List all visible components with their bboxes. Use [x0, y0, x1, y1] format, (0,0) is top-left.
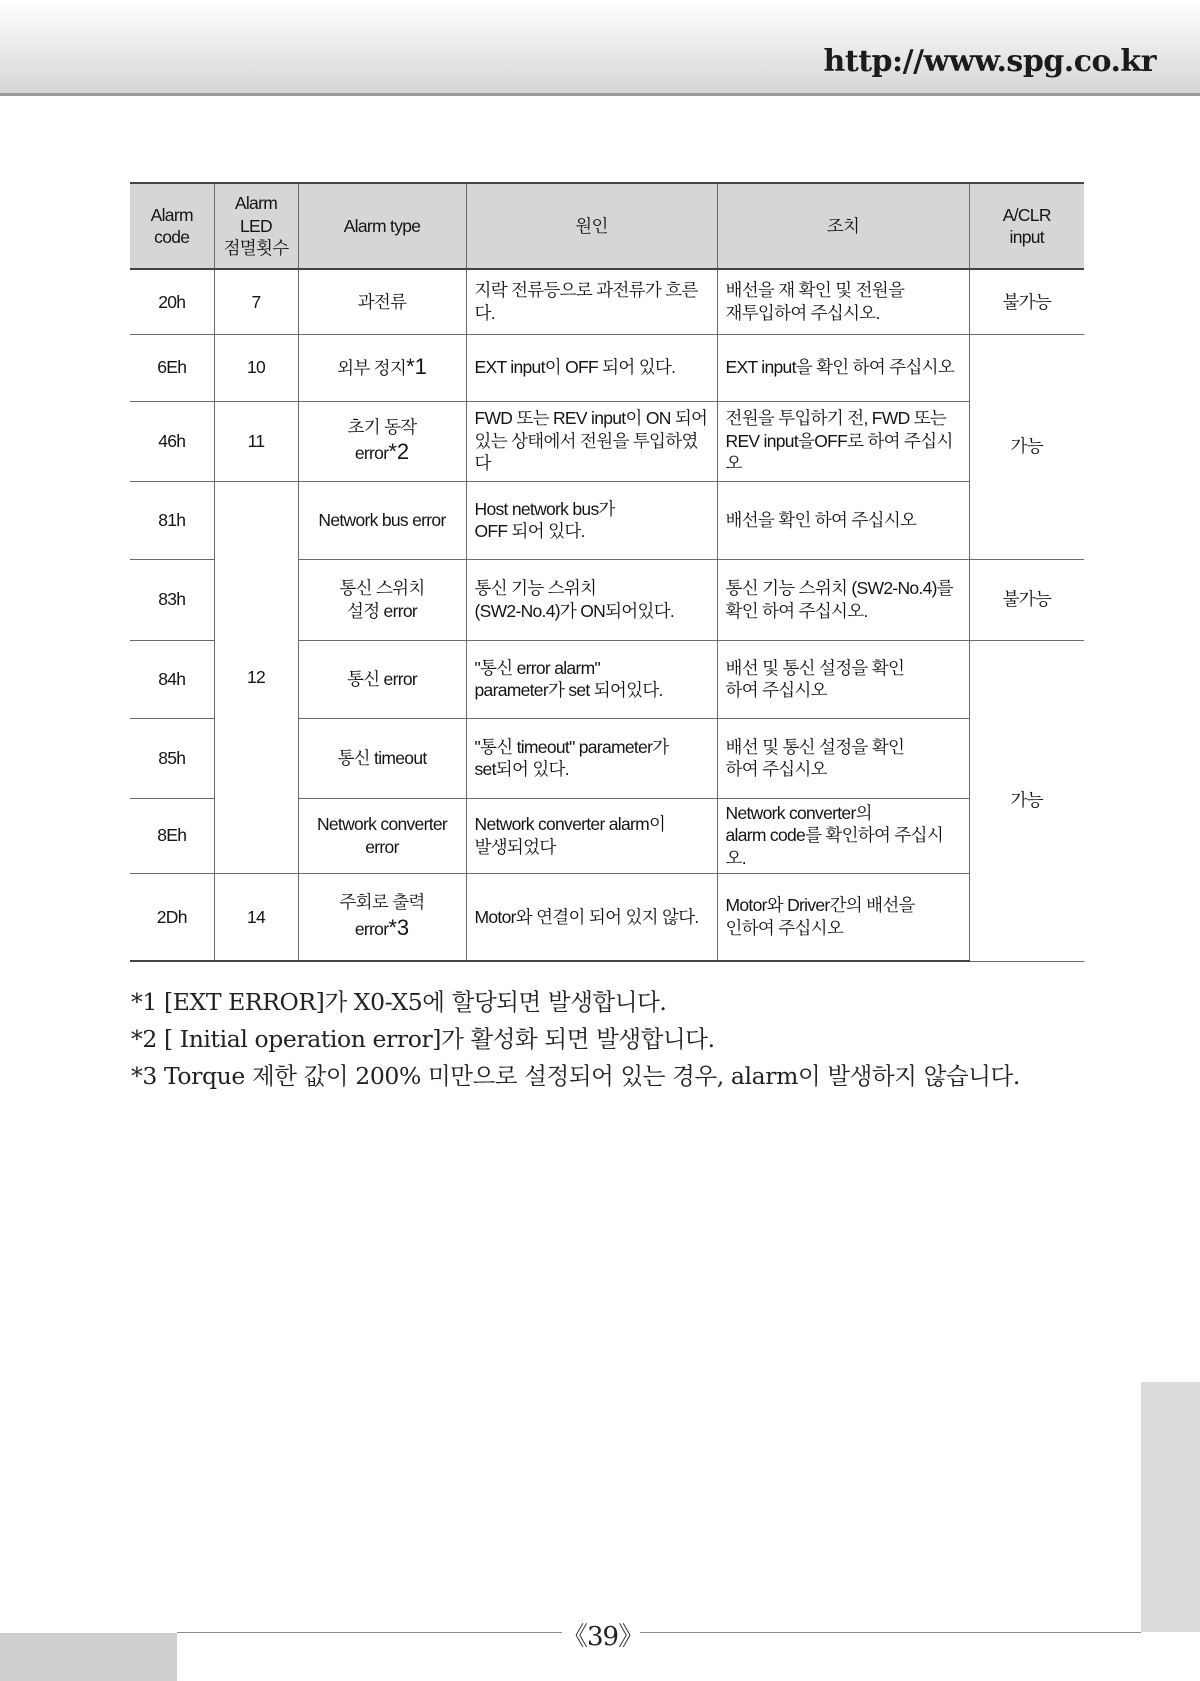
- header-aclr-input: A/CLR input: [969, 183, 1084, 269]
- aclr-cell: 불가능: [969, 559, 1084, 640]
- cause-cell: "통신 error alarm" parameter가 set 되어있다.: [466, 640, 717, 718]
- alarm-type-cell: 통신 timeout: [298, 718, 466, 798]
- footnote-3: *3 Torque 제한 값이 200% 미만으로 설정되어 있는 경우, alarm이 발생하지 않습니다.: [131, 1062, 1020, 1090]
- action-cell: EXT input을 확인 하여 주십시오: [717, 334, 969, 401]
- led-count-cell: 12: [214, 481, 298, 873]
- table-row: [130, 481, 1084, 559]
- alarm-type-cell: 통신 error: [298, 640, 466, 718]
- alarm-type-cell: 외부 정지*1: [298, 334, 466, 401]
- action-cell: 전원을 투입하기 전, FWD 또는 REV input을OFF로 하여 주십시오: [717, 401, 969, 481]
- cause-cell: Motor와 연결이 되어 있지 않다.: [466, 873, 717, 961]
- footnote-ref: *3: [388, 914, 410, 940]
- aclr-cell: 가능: [969, 334, 1084, 559]
- table-row: [130, 401, 1084, 481]
- page-number: 《39》: [562, 1622, 644, 1652]
- alarm-type-cell: 과전류: [298, 269, 466, 334]
- table-header-row: [130, 183, 1084, 269]
- footnote-ref: *2: [388, 439, 410, 465]
- alarm-type-cell: 주회로 출력 error*3: [298, 873, 466, 961]
- alarm-type-cell: 초기 동작 error*2: [298, 401, 466, 481]
- led-count-cell: 10: [214, 334, 298, 401]
- footnote-1: *1 [EXT ERROR]가 X0-X5에 할당되면 발생합니다.: [131, 988, 667, 1016]
- footnote-ref: *1: [406, 354, 427, 380]
- cause-cell: 통신 기능 스위치 (SW2-No.4)가 ON되어있다.: [466, 559, 717, 640]
- action-cell: 통신 기능 스위치 (SW2-No.4)를 확인 하여 주십시오.: [717, 559, 969, 640]
- header-action: 조치: [717, 183, 969, 269]
- alarm-code-cell: 20h: [130, 269, 214, 334]
- led-count-cell: 11: [214, 401, 298, 481]
- site-url[interactable]: http://www.spg.co.kr: [823, 44, 1156, 79]
- cause-cell: FWD 또는 REV input이 ON 되어 있는 상태에서 전원을 투입하였다: [466, 401, 717, 481]
- alarm-code-cell: 6Eh: [130, 334, 214, 401]
- table-row: [130, 269, 1084, 334]
- side-tab-marker: [1141, 1382, 1200, 1632]
- footnote-2: *2 [ Initial operation error]가 활성화 되면 발생합니다.: [131, 1025, 715, 1053]
- header-alarm-code: Alarm code: [130, 183, 214, 269]
- aclr-cell: 가능: [969, 640, 1084, 961]
- aclr-cell: 불가능: [969, 269, 1084, 334]
- action-cell: 배선 및 통신 설정을 확인 하여 주십시오: [717, 718, 969, 798]
- alarm-table: [130, 182, 1084, 962]
- alarm-code-cell: 81h: [130, 481, 214, 559]
- table-row: [130, 873, 1084, 961]
- alarm-type-cell: 통신 스위치 설정 error: [298, 559, 466, 640]
- footnotes: [131, 984, 1111, 1095]
- alarm-code-cell: 85h: [130, 718, 214, 798]
- led-count-cell: 7: [214, 269, 298, 334]
- alarm-code-cell: 8Eh: [130, 798, 214, 873]
- cause-cell: Host network bus가 OFF 되어 있다.: [466, 481, 717, 559]
- action-cell: 배선을 확인 하여 주십시오: [717, 481, 969, 559]
- alarm-table-container: [130, 182, 1084, 962]
- action-cell: Network converter의 alarm code를 확인하여 주십시오.: [717, 798, 969, 873]
- alarm-code-cell: 46h: [130, 401, 214, 481]
- cause-cell: 지락 전류등으로 과전류가 흐른다.: [466, 269, 717, 334]
- header-alarm-led: Alarm LED 점멸횟수: [214, 183, 298, 269]
- alarm-type-cell: Network bus error: [298, 481, 466, 559]
- cause-cell: "통신 timeout" parameter가 set되어 있다.: [466, 718, 717, 798]
- footer-gray-bar: [0, 1633, 177, 1681]
- header-alarm-type: Alarm type: [298, 183, 466, 269]
- led-count-cell: 14: [214, 873, 298, 961]
- action-cell: 배선 및 통신 설정을 확인 하여 주십시오: [717, 640, 969, 718]
- page-header-band: [0, 0, 1200, 96]
- action-cell: Motor와 Driver간의 배선을 인하여 주십시오: [717, 873, 969, 961]
- alarm-code-cell: 84h: [130, 640, 214, 718]
- footer-divider-right: [640, 1632, 1141, 1633]
- header-cause: 원인: [466, 183, 717, 269]
- alarm-code-cell: 2Dh: [130, 873, 214, 961]
- table-row: [130, 334, 1084, 401]
- action-cell: 배선을 재 확인 및 전원을 재투입하여 주십시오.: [717, 269, 969, 334]
- footer-divider-left: [177, 1632, 562, 1633]
- alarm-code-cell: 83h: [130, 559, 214, 640]
- alarm-type-cell: Network converter error: [298, 798, 466, 873]
- cause-cell: EXT input이 OFF 되어 있다.: [466, 334, 717, 401]
- cause-cell: Network converter alarm이 발생되었다: [466, 798, 717, 873]
